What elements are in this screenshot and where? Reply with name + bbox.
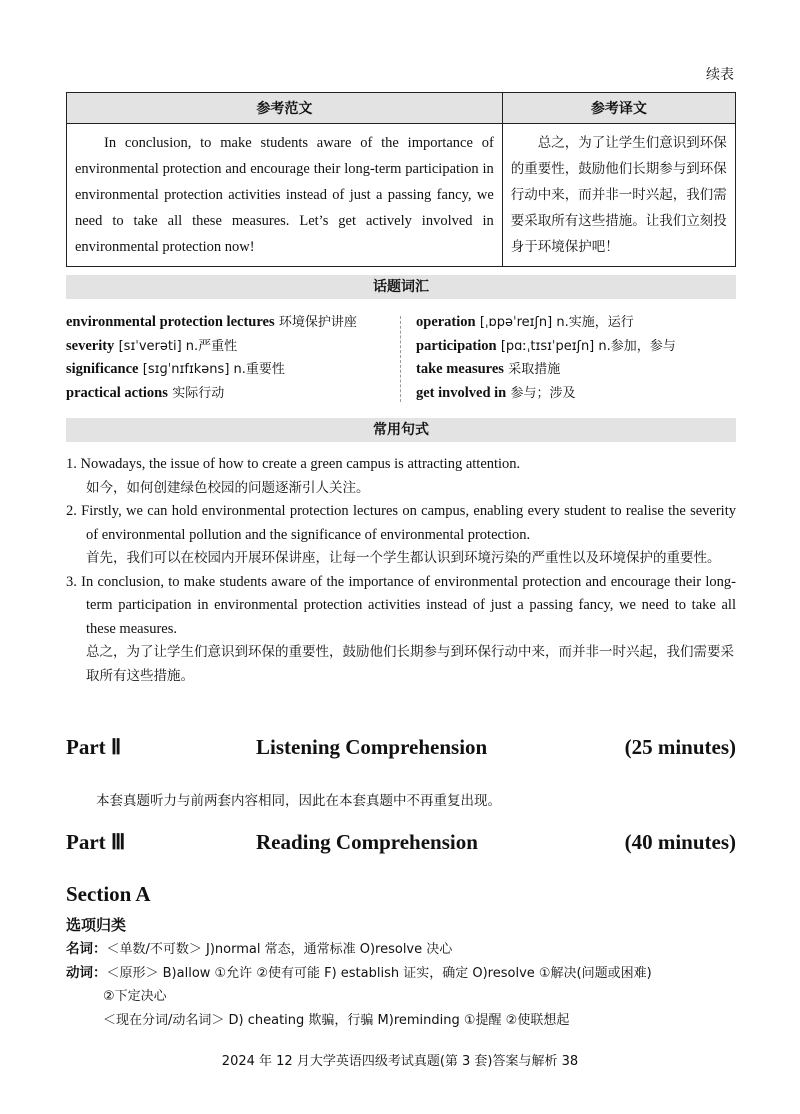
part-time: (25 minutes) (624, 735, 736, 759)
vocab-term: significance (66, 361, 139, 377)
vocab-column-right (416, 311, 736, 405)
vocab-term: practical actions (66, 384, 168, 401)
verb-options (66, 961, 746, 986)
vocab-item (416, 311, 736, 335)
reference-essay-table (66, 92, 736, 267)
noun-label: 名词： (66, 941, 107, 957)
vocab-column-left (66, 311, 402, 405)
vocab-term: operation (416, 314, 476, 330)
option-classification-heading: 选项归类 (66, 916, 127, 934)
verb-line: ＜现在分词/动名词＞ D) cheating 欺骗，行骗 M)reminding ①提醒 ②使联想起 (103, 1013, 570, 1028)
sentence-zh: 首先，我们可以在校园内开展环保讲座，让每一个学生都认识到环境污染的严重性以及环境保护的重要性。 (86, 550, 721, 566)
sentence-en: 3. In conclusion, to make students aware of the importance of environmental protection and encourage their long-term participation in environmental protection activities instead of just a passing fancy, we need to take all these measures. (66, 573, 736, 637)
vocab-term: get involved in (416, 384, 507, 401)
sentence-en: 1. Nowadays, the issue of how to create a green campus is attracting attention. (66, 456, 521, 472)
topic-vocab-heading: 话题词汇 (66, 275, 736, 299)
noun-options (66, 937, 746, 962)
vocab-meaning: [pɑːˌtɪsɪˈpeɪʃn] n.参加，参与 (500, 338, 676, 354)
vocab-term: participation (416, 337, 497, 354)
translation-paragraph: 总之，为了让学生们意识到环保的重要性，鼓励他们长期参与到环保行动中来，而并非一时兴起，我们需要采取所有这些措施。让我们立刻投身于环境保护吧！ (510, 135, 727, 255)
part-title: Listening Comprehension (256, 735, 488, 759)
sentence-zh: 总之，为了让学生们意识到环保的重要性，鼓励他们长期参与到环保行动中来，而并非一时兴起，我们需要采取所有这些措施。 (86, 644, 734, 684)
part-title: Reading Comprehension (256, 830, 478, 854)
verb-options-participle (103, 1009, 783, 1033)
vocab-meaning: 参与；涉及 (510, 385, 576, 401)
verb-label: 动词： (66, 965, 107, 981)
part-3-heading (66, 830, 736, 860)
section-a-title: Section A (66, 882, 151, 906)
vocab-item (66, 335, 402, 359)
part-label: Part Ⅲ (66, 830, 126, 854)
header-translation: 参考译文 (502, 93, 735, 124)
vocab-term: environmental protection lectures (66, 314, 275, 330)
part-label: Part Ⅱ (66, 735, 122, 759)
noun-text: ＜单数/不可数＞ J)normal 常态，通常标准 O)resolve 决心 (106, 942, 453, 957)
vocab-item (66, 382, 402, 406)
vocab-meaning: 采取措施 (508, 362, 561, 377)
verb-options-cont (103, 985, 783, 1009)
sentence-patterns-heading: 常用句式 (66, 418, 736, 442)
vocab-item (66, 311, 402, 335)
vocab-item (416, 335, 736, 359)
vocab-term: severity (66, 337, 115, 354)
part-time: (40 minutes) (624, 830, 736, 854)
part-2-heading (66, 735, 736, 765)
vocab-item (416, 358, 736, 382)
verb-line: ②下定决心 (103, 989, 167, 1004)
translation-text (502, 124, 735, 267)
sample-essay-text (67, 124, 503, 267)
page-footer: 2024 年 12 月大学英语四级考试真题(第 3 套)答案与解析 38 (221, 1054, 579, 1069)
vocab-meaning: [sɪˈverəti] n.严重性 (118, 338, 238, 354)
vocab-meaning: [sɪɡˈnɪfɪkəns] n.重要性 (142, 362, 285, 377)
vocab-item (66, 358, 402, 382)
sentence-zh: 如今，如何创建绿色校园的问题逐渐引人关注。 (86, 479, 370, 496)
header-sample-essay: 参考范文 (67, 93, 503, 124)
verb-line: ＜原形＞ B)allow ①允许 ②使有可能 F) establish 证实，确定 O)resolve ①解决(问题或困难) (106, 966, 652, 981)
vocab-item (416, 382, 736, 406)
listening-note: 本套真题听力与前两套内容相同，因此在本套真题中不再重复出现。 (96, 793, 501, 809)
vocab-meaning: [ˌɒpəˈreɪʃn] n.实施，运行 (479, 315, 634, 330)
sentence-list (66, 453, 736, 688)
vocab-meaning: 环境保护讲座 (278, 315, 357, 330)
continued-label: 续表 (706, 67, 734, 83)
vocab-term: take measures (416, 361, 504, 377)
sentence-en: 2. Firstly, we can hold environmental protection lectures on campus, enabling every student to realise the severity of environmental pollution and the significance of environmental protection. (66, 503, 736, 543)
sample-essay-paragraph: In conclusion, to make students aware of the importance of environmental protection and encourage their long-term participation in environmental protection activities instead of just a passing fancy, we need to take all these measures. Let’s get actively involved in environmental protection now! (75, 135, 494, 255)
vocab-meaning: 实际行动 (172, 385, 225, 401)
